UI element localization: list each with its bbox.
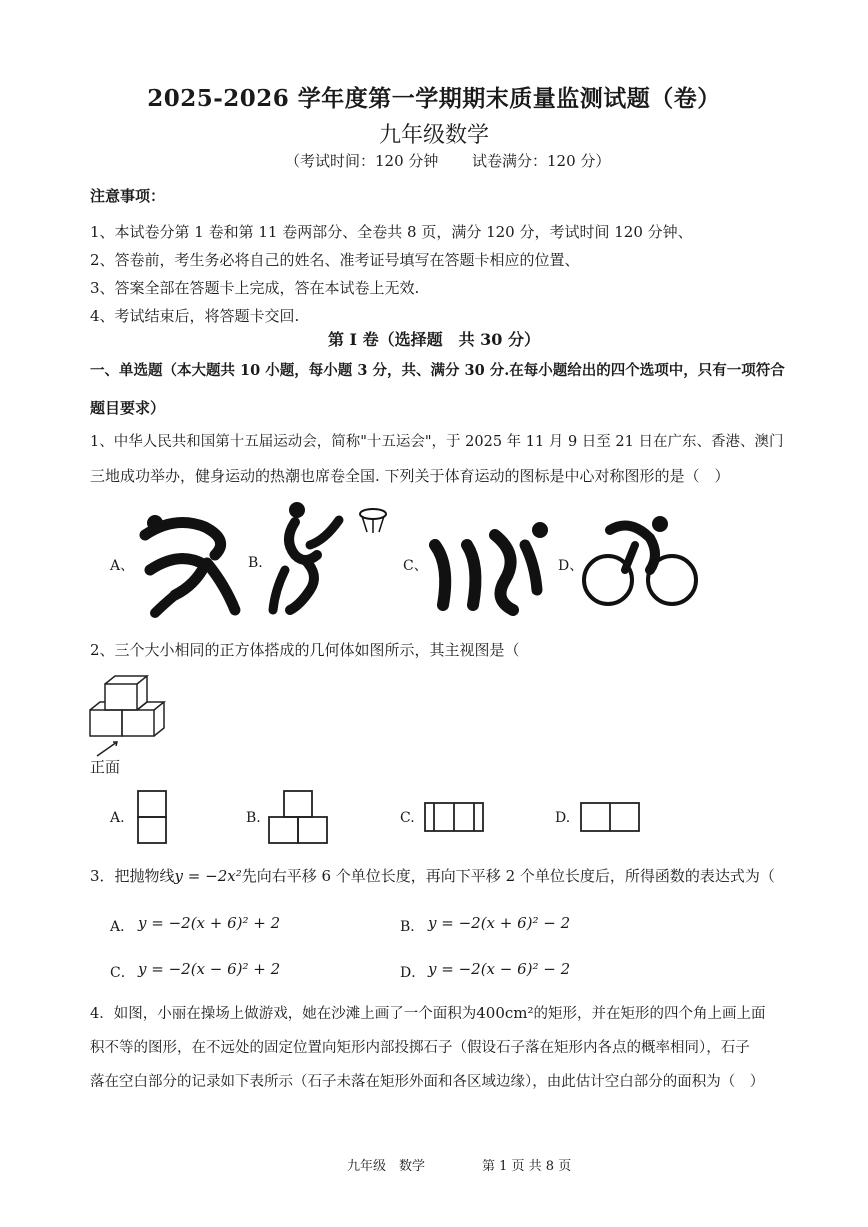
- q4-stem-math: 400cm²: [476, 1004, 534, 1022]
- q3-option-d-expr: y = −2(x − 6)² − 2: [428, 960, 571, 978]
- q1-stem: 1、中华人民共和国第十五届运动会，简称"十五运会"，于 2025 年 11 月 9 日至 21 日在广东、香港、澳门: [90, 434, 784, 450]
- q1-stem-cont: 三地成功举办，健身运动的热潮也席卷全国. 下列关于体育运动的图标是中心对称图形的是（ ）: [90, 467, 730, 485]
- three-cubes-figure: [85, 672, 165, 752]
- martial-arts-icon: [135, 505, 245, 615]
- section-instruction: 一、单选题（本大题共 10 小题，每小题 3 分，共、满分 30 分.在每小题给出的四个选项中，只有一项符合: [90, 362, 785, 379]
- q2-option-d-label[interactable]: D.: [555, 810, 571, 826]
- q3-option-b-expr: y = −2(x + 6)² − 2: [428, 914, 571, 932]
- q2-option-c-label[interactable]: C.: [400, 810, 415, 826]
- q3-option-a-label[interactable]: A．: [110, 919, 135, 935]
- q3-option-b-label[interactable]: B．: [400, 919, 425, 935]
- q3-stem-prefix: 3．把抛物线: [90, 867, 175, 885]
- q4-stem: [90, 1003, 766, 1024]
- q2-option-b-view: [268, 790, 330, 848]
- basketball-icon: [265, 500, 395, 615]
- q1-option-a-label[interactable]: A、: [110, 558, 135, 574]
- section-instruction-cont: 题目要求）: [90, 399, 166, 417]
- q2-stem: 2、三个大小相同的正方体搭成的几何体如图所示，其主视图是（: [90, 641, 520, 659]
- note-item: 2、答卷前，考生务必将自己的姓名、准考证号填写在答题卡相应的位置、: [90, 251, 580, 269]
- q2-option-c-view: [424, 802, 486, 834]
- q3-stem-math: y = −2x²: [174, 867, 242, 885]
- q1-option-d-label[interactable]: D、: [558, 558, 584, 574]
- q4-stem-prefix: 4．如图，小丽在操场上做游戏，她在沙滩上画了一个面积为: [90, 1006, 477, 1022]
- q4-stem-suffix: 的矩形，并在矩形的四个角上画上面: [533, 1006, 766, 1022]
- footer-grade: 九年级 数学: [347, 1159, 426, 1174]
- q3-option-c-label[interactable]: C．: [110, 965, 135, 981]
- q2-figure-label: 正面: [90, 758, 121, 776]
- q2-option-d-view: [580, 802, 642, 834]
- exam-title: 2025-2026 学年度第一学期期末质量监测试题（卷）: [147, 85, 721, 112]
- subject-title: 九年级数学: [378, 123, 489, 148]
- q1-option-c-label[interactable]: C、: [403, 558, 428, 574]
- footer-page-number: 第 1 页 共 8 页: [482, 1159, 572, 1174]
- q1-option-b-label[interactable]: B.: [248, 555, 263, 571]
- note-item: 4、考试结束后，将答题卡交回.: [90, 307, 300, 325]
- full-score: 试卷满分：120 分）: [472, 152, 611, 170]
- exam-time: （考试时间：120 分钟: [285, 152, 439, 170]
- q3-option-c-expr: y = −2(x − 6)² + 2: [138, 960, 281, 978]
- q3-stem: [90, 866, 775, 886]
- note-item: 1、本试卷分第 1 卷和第 11 卷两部分、全卷共 8 页，满分 120 分，考试时间 120 分钟、: [90, 223, 693, 241]
- q3-stem-suffix: 先向右平移 6 个单位长度，再向下平移 2 个单位长度后，所得函数的表达式为（: [241, 867, 775, 885]
- q3-option-d-label[interactable]: D．: [400, 965, 426, 981]
- q4-stem-cont: 积不等的图形，在不远处的固定位置向矩形内部投掷石子（假设石子落在矩形内各点的概率相同），石子: [90, 1040, 750, 1056]
- cycling-icon: [580, 510, 700, 610]
- note-item: 3、答案全部在答题卡上完成，答在本试卷上无效.: [90, 279, 420, 297]
- q2-option-a-label[interactable]: A.: [110, 810, 125, 826]
- q4-stem-cont-2: 落在空白部分的记录如下表所示（石子未落在矩形外面和各区域边缘），由此估计空白部分的面积为（ ）: [90, 1074, 765, 1090]
- q2-option-b-label[interactable]: B.: [246, 810, 261, 826]
- q2-option-a-view: [137, 790, 169, 848]
- section-title: 第 I 卷（选择题 共 30 分）: [327, 330, 541, 349]
- notes-heading: 注意事项：: [90, 187, 166, 205]
- q3-option-a-expr: y = −2(x + 6)² + 2: [138, 914, 281, 932]
- rowing-icon: [425, 505, 555, 615]
